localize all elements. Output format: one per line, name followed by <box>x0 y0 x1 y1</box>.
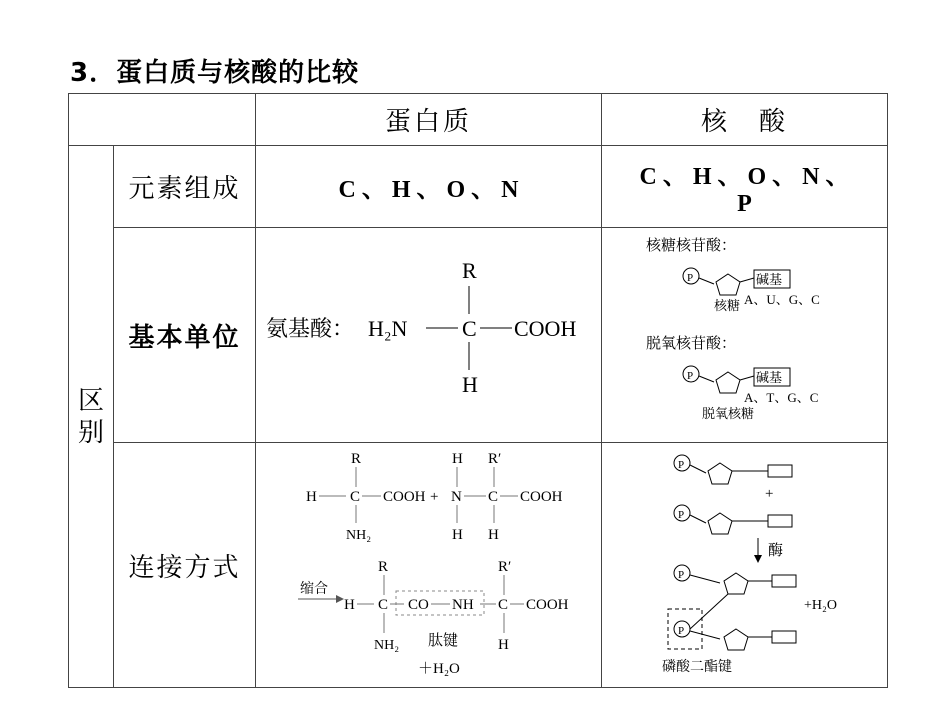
nucleic-elements-cell <box>602 146 888 228</box>
row-label-linkage: 连接方式 <box>114 443 256 688</box>
plus-sign: + <box>430 489 439 505</box>
aa2-h-top: H <box>452 451 463 467</box>
header-protein: 蛋白质 <box>256 94 602 146</box>
dipep-co: CO <box>408 597 429 613</box>
nucleic-elements-line2: P <box>737 190 752 217</box>
amino-acid-cell <box>256 228 602 443</box>
dn-base-box2 <box>772 631 796 643</box>
dn-pentagon1 <box>724 573 748 594</box>
nucleotide-cell <box>602 228 888 443</box>
dna-sugar-label: 脱氧核糖 <box>702 406 755 421</box>
dn-p2-label: P <box>678 625 685 637</box>
dipep-nh2: NH₂ <box>374 638 400 653</box>
header-nucleic-acid: 核 酸 <box>602 94 888 146</box>
nt1-phosphate-label: P <box>678 459 685 471</box>
phosphodiester-box <box>668 609 702 649</box>
nt2-phosphate-label: P <box>678 509 685 521</box>
comparison-table <box>68 93 888 688</box>
enzyme-arrow-head <box>754 555 762 563</box>
aa2-c: C <box>488 489 499 505</box>
difference-label: 区 别 <box>77 385 104 448</box>
dipep-c2: C <box>498 597 509 613</box>
protein-elements: C 、 H 、 O 、 N <box>256 146 602 228</box>
aa1-r: R <box>351 451 362 467</box>
nt1-base-box <box>768 465 792 477</box>
peptide-bond-label: 肽键 <box>428 633 459 649</box>
dna-bases: A、T、G、C <box>744 390 819 405</box>
row-label-basic-unit: 基本单位 <box>114 228 256 443</box>
nt2-base-box <box>768 515 792 527</box>
formula-h2n: H₂N <box>368 316 408 341</box>
difference-label-cell <box>69 146 114 688</box>
rna-link-2 <box>740 278 754 282</box>
aa1-cooh: COOH <box>383 489 426 505</box>
dna-link-1 <box>699 376 714 382</box>
water-product-2: +H₂O <box>804 598 837 613</box>
dipep-r2: R′ <box>498 559 512 575</box>
dn-link1 <box>690 575 720 583</box>
aa1-c: C <box>350 489 361 505</box>
nt2-pentagon <box>708 513 732 534</box>
dn-pentagon2 <box>724 629 748 650</box>
section-title: 3．蛋白质与核酸的比较 <box>70 58 360 88</box>
aa2-cooh: COOH <box>520 489 563 505</box>
nt1-link <box>690 465 706 473</box>
nucleotide-structures <box>602 228 887 438</box>
dipep-h: H <box>344 597 355 613</box>
amino-acid-structure <box>256 228 601 438</box>
dn-base-box1 <box>772 575 796 587</box>
condense-label: 缩合 <box>300 582 328 597</box>
dna-link-2 <box>740 376 754 380</box>
amino-acid-prefix: 氨基酸： <box>266 316 355 341</box>
water-product: ＋H₂O <box>418 661 460 677</box>
rna-title: 核糖核苷酸： <box>646 238 737 254</box>
rna-ribose-pentagon <box>716 274 740 295</box>
aa2-h1: H <box>452 527 463 543</box>
rna-base-label: 碱基 <box>756 272 783 287</box>
phosphodiester-label: 磷酸二酯键 <box>662 660 732 675</box>
rna-sugar-label: 核糖 <box>714 298 741 313</box>
aa2-h2: H <box>488 527 499 543</box>
dn-backbone-link <box>690 594 728 629</box>
phosphodiester-diagram <box>602 443 887 683</box>
row-label-elements: 元素组成 <box>114 146 256 228</box>
rna-bases: A、U、G、C <box>744 292 820 307</box>
formula-cooh: COOH <box>514 316 577 341</box>
header-empty-cell <box>69 94 256 146</box>
condense-arrow-head <box>336 595 344 603</box>
aa1-h: H <box>306 489 317 505</box>
aa1-nh2: NH₂ <box>346 528 372 543</box>
dna-deoxyribose-pentagon <box>716 372 740 393</box>
formula-r: R <box>462 258 477 283</box>
aa2-n: N <box>451 489 462 505</box>
phosphodiester-cell <box>602 443 888 688</box>
dn-link2 <box>690 631 720 639</box>
dipep-r1: R <box>378 559 389 575</box>
dipep-cooh: COOH <box>526 597 569 613</box>
enzyme-label: 酶 <box>768 543 784 559</box>
formula-h: H <box>462 372 478 397</box>
peptide-formation-diagram <box>256 443 601 683</box>
dna-title: 脱氧核苷酸： <box>646 336 737 352</box>
nucleic-elements-line1: C 、 H 、 O 、 N 、 <box>639 163 850 190</box>
nt-plus: + <box>765 486 774 502</box>
dipep-c1: C <box>378 597 389 613</box>
dipep-h2: H <box>498 637 509 653</box>
nt2-link <box>690 515 706 523</box>
dipep-nh: NH <box>452 597 474 613</box>
formula-c: C <box>462 316 477 341</box>
dna-base-label: 碱基 <box>756 370 783 385</box>
rna-link-1 <box>699 278 714 284</box>
dna-phosphate-label: P <box>687 370 694 382</box>
nt1-pentagon <box>708 463 732 484</box>
dn-p1-label: P <box>678 569 685 581</box>
rna-phosphate-label: P <box>687 272 694 284</box>
aa2-r: R′ <box>488 451 502 467</box>
peptide-formation-cell <box>256 443 602 688</box>
